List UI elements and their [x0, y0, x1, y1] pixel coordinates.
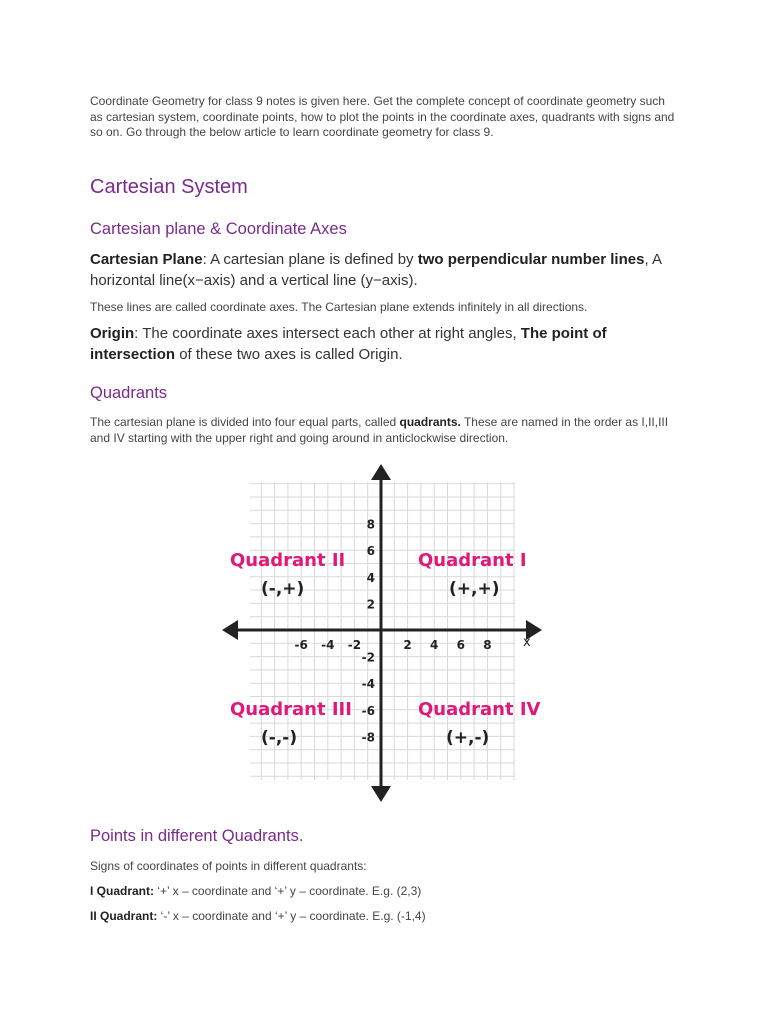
quadrant-labels: [230, 550, 541, 748]
quadrant-iii-label: Quadrant III: [230, 699, 352, 720]
quadrant-ii-sign: (-,+): [261, 579, 305, 599]
q2-line: [90, 908, 690, 924]
term-q2: II Quadrant:: [90, 909, 158, 923]
term-quadrants: quadrants.: [399, 415, 461, 429]
definition-text: : The coordinate axes intersect each other at right angles,: [134, 325, 521, 342]
quadrant-iii-sign: (-,-): [261, 728, 298, 748]
quadrant-i-sign: (+,+): [449, 579, 500, 599]
axes-note: These lines are called coordinate axes. The Cartesian plane extends infinitely in all directions.: [90, 300, 588, 314]
term-q1: I Quadrant:: [90, 884, 155, 898]
paragraph-text: These are named in the order as I,II,III and IV starting with the upper right and going around in anticlockwise direction.: [90, 415, 669, 445]
quadrant-iv-label: Quadrant IV: [418, 699, 541, 720]
definition-text: , A horizontal line(x−axis) and a vertical line (y−axis).: [90, 251, 662, 289]
intro-paragraph: Coordinate Geometry for class 9 notes is given here. Get the complete concept of coordinate geometry such as cartesian system, coordinate points, how to plot the points in the coordinate axes, quadrants with signs and so on. Go through the below article to learn coordinate geometry for class 9.: [90, 94, 675, 139]
signs-intro: Signs of coordinates of points in different quadrants:: [90, 859, 367, 873]
quadrant-iv-sign: (+,-): [446, 728, 490, 748]
y-tick-label: -2: [361, 650, 375, 665]
subheading-points-in-quadrants: Points in different Quadrants.: [90, 827, 304, 845]
q1-line: [90, 883, 690, 899]
coordinate-plane-figure: [210, 462, 550, 812]
x-tick-label: 4: [430, 638, 439, 652]
subheading-quadrants: Quadrants: [90, 384, 168, 402]
origin-definition: [90, 323, 680, 365]
y-axis-bottom-arrow: [371, 786, 391, 802]
subheading-cartesian-plane: Cartesian plane & Coordinate Axes: [90, 220, 347, 238]
x-tick-label: 6: [456, 638, 465, 652]
y-tick-label: 2: [366, 597, 375, 612]
q1-text: ‘+’ x – coordinate and ‘+’ y – coordinate. E.g. (2,3): [154, 884, 422, 898]
y-tick-label: -4: [361, 677, 375, 692]
x-tick-label: 8: [483, 638, 492, 652]
y-tick-label: -8: [361, 730, 375, 745]
cartesian-plane-definition: [90, 249, 680, 291]
definition-text: of these two axes is called Origin.: [175, 346, 403, 363]
x-tick-label: -6: [294, 638, 308, 652]
term-origin: Origin: [90, 325, 135, 342]
q2-text: ‘-’ x – coordinate and ‘+’ y – coordinate. E.g. (-1,4): [157, 909, 426, 923]
y-tick-label: 8: [366, 517, 375, 532]
y-tick-label: 4: [366, 570, 375, 585]
term-cartesian-plane: Cartesian Plane: [90, 251, 203, 268]
y-tick-label: 6: [366, 544, 375, 559]
x-tick-label: 2: [403, 638, 412, 652]
x-axis-label: x: [523, 635, 531, 650]
quadrant-i-label: Quadrant I: [418, 550, 527, 571]
y-tick-label: -6: [361, 703, 375, 718]
coordinate-plane-diagram: [210, 462, 550, 807]
section-title: Cartesian System: [90, 176, 248, 198]
x-tick-label: -2: [347, 638, 362, 652]
x-tick-label: -4: [321, 638, 335, 652]
x-axis-left-arrow: [222, 620, 238, 640]
quadrants-paragraph: [90, 414, 690, 446]
quadrant-ii-label: Quadrant II: [230, 550, 346, 571]
emphasis-text: two perpendicular number lines: [417, 251, 645, 268]
y-axis-top-arrow: [371, 464, 391, 480]
definition-text: : A cartesian plane is defined by: [202, 251, 418, 268]
paragraph-text: The cartesian plane is divided into four equal parts, called: [90, 415, 400, 429]
emphasis-text: The point of intersection: [90, 325, 607, 363]
